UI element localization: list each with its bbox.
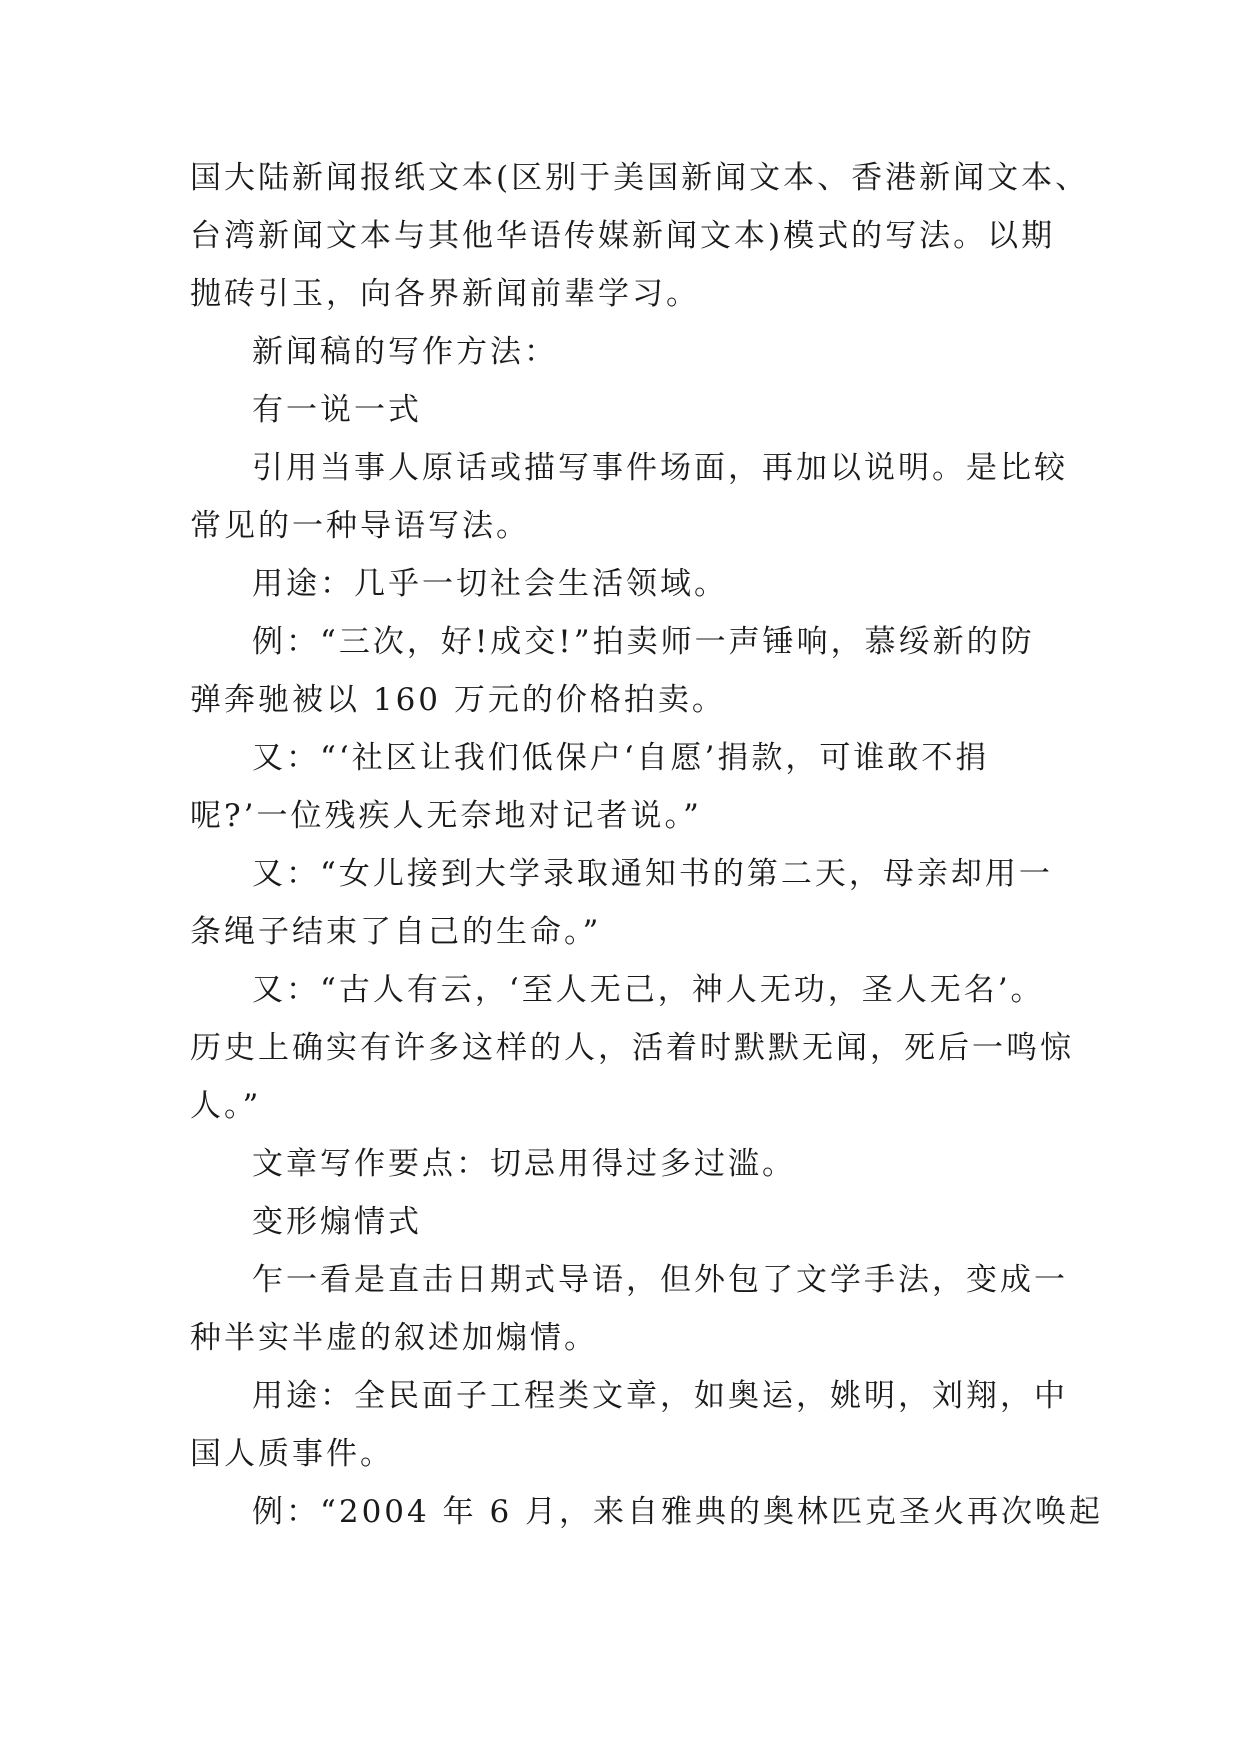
- text-line: 台湾新闻文本与其他华语传媒新闻文本)模式的写法。以期: [190, 218, 1056, 254]
- text-line: 抛砖引玉，向各界新闻前辈学习。: [190, 276, 700, 312]
- text-line: 呢?’一位残疾人无奈地对记者说。”: [190, 798, 702, 834]
- text-line: 用途：几乎一切社会生活领域。: [252, 566, 728, 602]
- text-line: 历史上确实有许多这样的人，活着时默默无闻，死后一鸣惊: [190, 1030, 1074, 1066]
- text-line: 人。”: [190, 1088, 262, 1124]
- text-line: 例：“三次，好!成交!”拍卖师一声锤响，慕绥新的防: [252, 624, 1035, 660]
- text-line: 常见的一种导语写法。: [190, 508, 530, 544]
- text-line: 国人质事件。: [190, 1436, 394, 1472]
- text-line: 种半实半虚的叙述加煽情。: [190, 1320, 598, 1356]
- text-line: 例：“2004 年 6 月，来自雅典的奥林匹克圣火再次唤起: [252, 1494, 1104, 1530]
- section-heading: 变形煽情式: [252, 1204, 422, 1240]
- text-line: 引用当事人原话或描写事件场面，再加以说明。是比较: [252, 450, 1068, 486]
- text-line: 又：“‘社区让我们低保户‘自愿’捐款，可谁敢不捐: [252, 740, 990, 776]
- text-line: 文章写作要点：切忌用得过多过滥。: [252, 1146, 796, 1182]
- text-line: 又：“女儿接到大学录取通知书的第二天，母亲却用一: [252, 856, 1053, 892]
- text-line: 又：“古人有云，‘至人无己，神人无功，圣人无名’。: [252, 972, 1045, 1008]
- text-line: 条绳子结束了自己的生命。”: [190, 914, 602, 950]
- text-line: 弹奔驰被以 160 万元的价格拍卖。: [190, 682, 726, 718]
- text-line: 用途：全民面子工程类文章，如奥运，姚明，刘翔，中: [252, 1378, 1068, 1414]
- text-line: 乍一看是直击日期式导语，但外包了文学手法，变成一: [252, 1262, 1068, 1298]
- section-heading: 有一说一式: [252, 392, 422, 428]
- text-line: 国大陆新闻报纸文本(区别于美国新闻文本、香港新闻文本、: [190, 160, 1090, 196]
- text-line: 新闻稿的写作方法：: [252, 334, 558, 370]
